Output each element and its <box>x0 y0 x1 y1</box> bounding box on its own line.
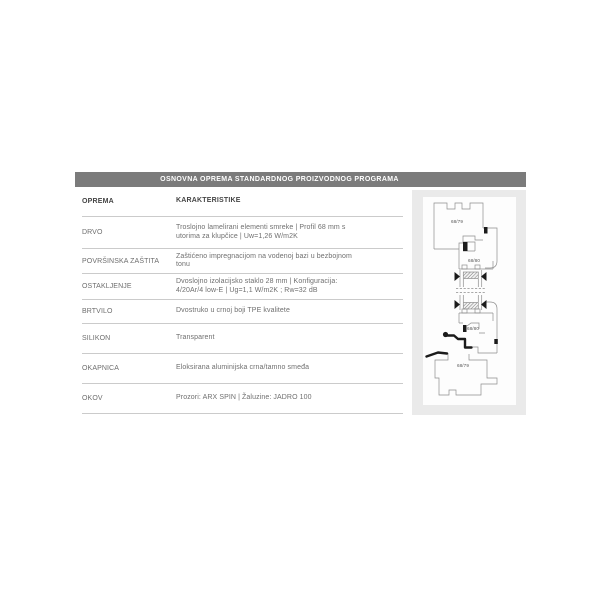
dimension-label-top-frame: 68/79 <box>451 219 463 224</box>
table-row <box>82 249 403 274</box>
dimension-label-bottom-sash: 68/80 <box>467 326 479 331</box>
dimension-label-top-sash: 68/80 <box>468 258 480 263</box>
lower-sash-outline <box>459 313 493 323</box>
table-row <box>82 384 403 414</box>
lower-gasket-bar <box>463 325 467 332</box>
page-title: OSNOVNA OPREMA STANDARDNOG PROIZVODNOG PROGRAMA <box>160 176 399 183</box>
dimension-label-bottom-frame: 68/79 <box>457 363 469 368</box>
top-gasket-mark <box>484 227 488 234</box>
top-frame-outline <box>434 203 483 249</box>
glass-seal-top-left <box>455 272 461 281</box>
profile-drawing-panel <box>412 190 526 415</box>
table-row <box>82 274 403 300</box>
row-value: Prozori: ARX SPIN | Žaluzine: JADRO 100 <box>176 394 312 402</box>
row-value: Dvostruko u crnoj boji TPE kvalitete <box>176 307 290 315</box>
row-label: DRVO <box>82 229 103 236</box>
glass-spacer-top <box>463 272 478 279</box>
column-header-oprema: OPREMA <box>82 198 114 205</box>
drawing-canvas <box>423 197 516 405</box>
table-row <box>82 217 403 249</box>
table-title-bar <box>75 172 526 187</box>
upper-sash-outline <box>459 236 483 249</box>
table-row <box>82 354 403 384</box>
row-label: SILIKON <box>82 335 111 342</box>
column-header-karakteristike: KARAKTERISTIKE <box>176 197 241 205</box>
specs-table <box>82 187 403 414</box>
window-cross-section-drawing <box>423 197 516 405</box>
table-header-row <box>82 187 403 217</box>
row-value: Troslojno lamelirani elementi smreke | Profil 68 mm s utorima za klupčice | Uw=1,26 W/m2K <box>176 224 346 240</box>
row-label: POVRŠINSKA ZAŠTITA <box>82 257 160 265</box>
glass-spacer-bottom <box>463 303 478 310</box>
table-body <box>82 217 403 414</box>
table-row <box>82 324 403 354</box>
spec-sheet <box>75 172 526 402</box>
row-value: Dvoslojno izolacijsko staklo 28 mm | Konfiguracija: 4/20Ar/4 low-E | Ug=1,1 W/m2K ; Rw=32 dB <box>176 278 338 294</box>
bottom-frame-outline <box>435 353 497 395</box>
right-edge-mark <box>494 339 498 344</box>
row-label: OKAPNICA <box>82 365 119 372</box>
upper-jamb-outline <box>483 228 497 268</box>
row-label: OKOV <box>82 395 103 402</box>
glass-seal-bottom-left <box>455 300 461 309</box>
row-label: BRTVILO <box>82 308 113 315</box>
frame-drip-cap <box>427 353 448 357</box>
row-label: OSTAKLJENJE <box>82 283 132 290</box>
row-value: Transparent <box>176 334 215 342</box>
sash-gasket-block <box>463 242 468 251</box>
row-value: Eloksirana aluminijska crna/tamno smeđa <box>176 364 310 372</box>
table-row <box>82 300 403 324</box>
lower-jamb-outline <box>485 302 497 353</box>
row-value: Zaštićeno impregnacijom na vodenoj bazi u bezbojnom tonu <box>176 252 352 268</box>
sash-drip-cap <box>446 336 472 348</box>
